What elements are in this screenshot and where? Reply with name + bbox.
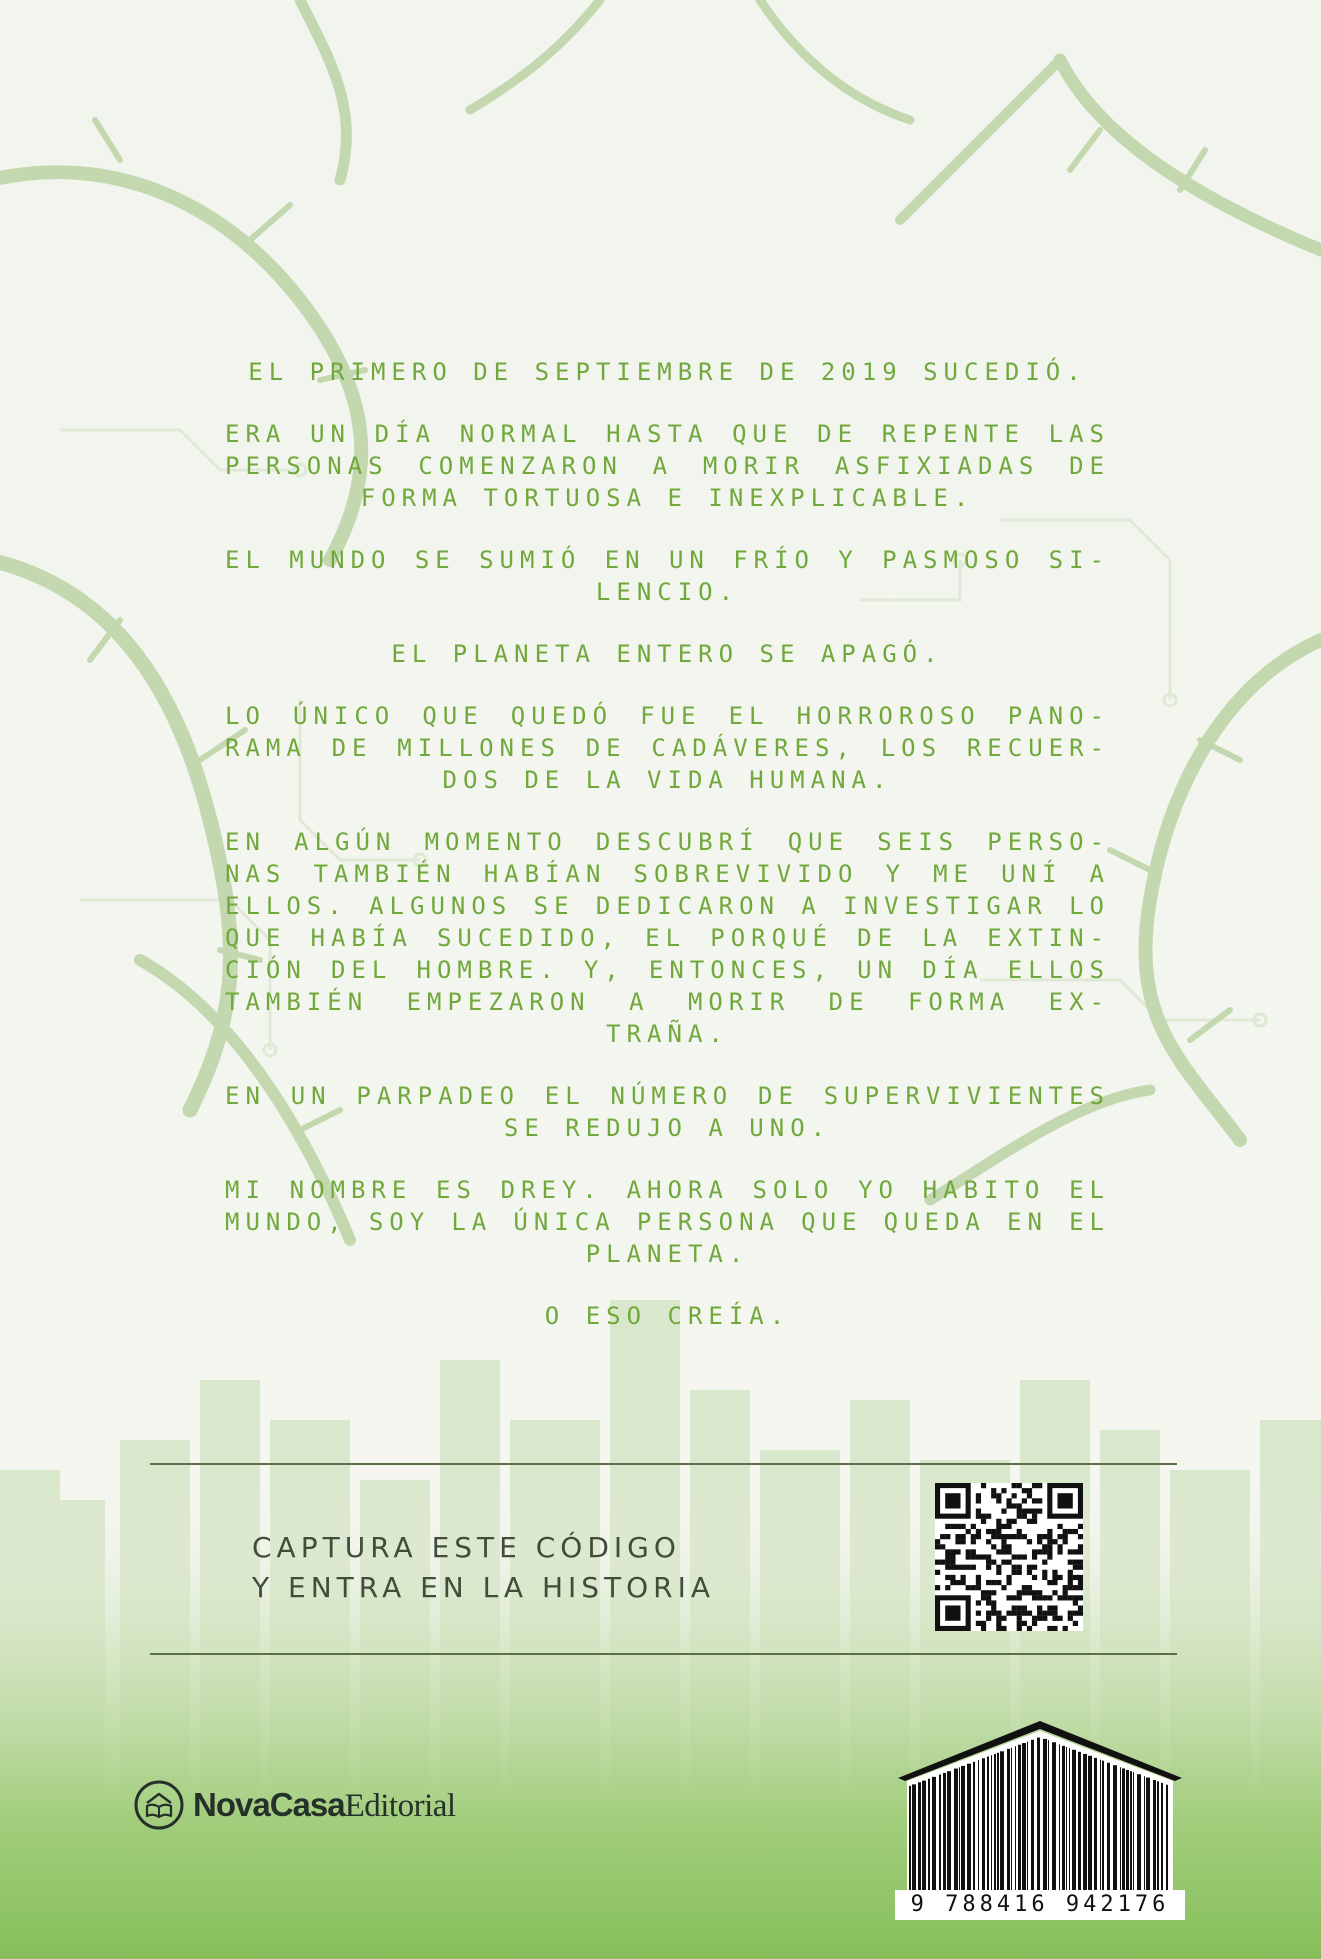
blurb-paragraph: EN ALGÚN MOMENTO DESCUBRÍ QUE SEIS PERSO-NAS TAMBIÉN HABÍAN SOBREVIVIDO Y ME UNÍ A ELLOS. ALGUNOS SE DEDICARON A INVESTIGAR LO QUE HABÍA SUCEDIDO, EL PORQUÉ DE LA EXTIN-CIÓN DEL HOMBRE. Y, ENTONCES, UN DÍA ELLOS TAMBIÉN EMPEZARON A MORIR DE FORMA EX-TRAÑA.: [225, 828, 1110, 1048]
blurb-paragraph: EL PRIMERO DE SEPTIEMBRE DE 2019 SUCEDIÓ.: [248, 358, 1087, 386]
divider-top: [150, 1463, 1177, 1465]
divider-bottom: [150, 1653, 1177, 1655]
capture-line-2: Y ENTRA EN LA HISTORIA: [252, 1571, 716, 1604]
back-cover-blurb: [225, 356, 1110, 1362]
blurb-paragraph: EL MUNDO SE SUMIÓ EN UN FRÍO Y PASMOSO SI-LENCIO.: [225, 546, 1110, 606]
publisher-name: [193, 1786, 456, 1825]
isbn-barcode: [895, 1715, 1185, 1923]
barcode-house-icon: [895, 1715, 1185, 1890]
qr-code-icon[interactable]: [935, 1483, 1083, 1631]
open-book-house-icon: [133, 1779, 185, 1831]
capture-line-1: CAPTURA ESTE CÓDIGO: [252, 1531, 681, 1564]
blurb-paragraph: EN UN PARPADEO EL NÚMERO DE SUPERVIVIENTES SE REDUJO A UNO.: [225, 1082, 1110, 1142]
isbn-number: 9 788416 942176: [895, 1890, 1185, 1920]
publisher-name-regular: Editorial: [344, 1787, 456, 1824]
qr-call-to-action: [252, 1528, 715, 1608]
blurb-paragraph: ERA UN DÍA NORMAL HASTA QUE DE REPENTE LAS PERSONAS COMENZARON A MORIR ASFIXIADAS DE FORMA TORTUOSA E INEXPLICABLE.: [225, 420, 1110, 512]
blurb-paragraph: EL PLANETA ENTERO SE APAGÓ.: [391, 640, 944, 668]
publisher-logo: [133, 1777, 456, 1833]
publisher-name-bold: NovaCasa: [193, 1785, 345, 1823]
blurb-paragraph: MI NOMBRE ES DREY. AHORA SOLO YO HABITO EL MUNDO, SOY LA ÚNICA PERSONA QUE QUEDA EN EL PLANETA.: [225, 1176, 1110, 1268]
blurb-paragraph: O ESO CREÍA.: [544, 1302, 791, 1330]
blurb-paragraph: LO ÚNICO QUE QUEDÓ FUE EL HORROROSO PANO-RAMA DE MILLONES DE CADÁVERES, LOS RECUER-DOS DE LA VIDA HUMANA.: [225, 702, 1110, 794]
